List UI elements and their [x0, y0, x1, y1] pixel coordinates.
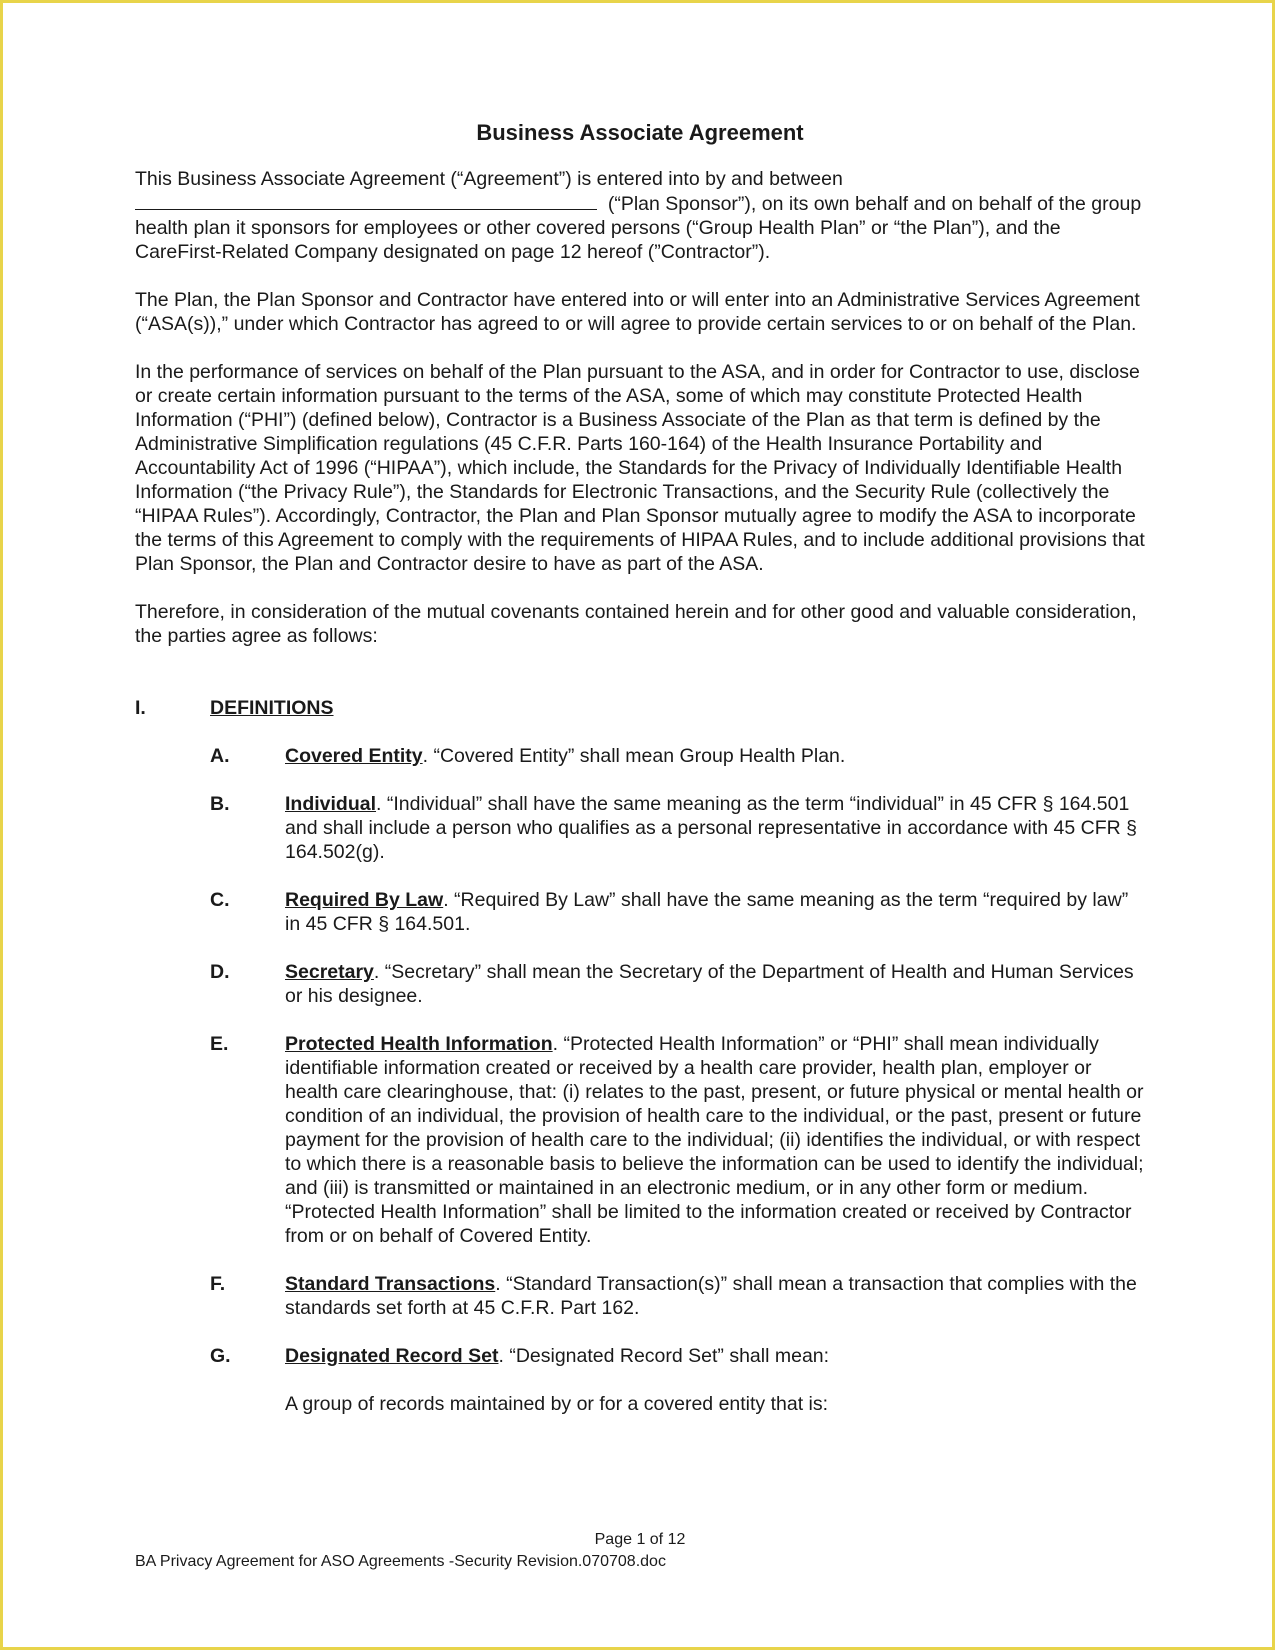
definition-text: . “Required By Law” shall have the same meaning as the term “required by law” in 45 CFR § 164.501.: [285, 889, 1129, 935]
definition-text: . “Individual” shall have the same meaning as the term “individual” in 45 CFR § 164.501 and shall include a person who qualifies as a personal representative in accordance with 45 CFR § 164.502(g).: [285, 793, 1137, 863]
section-definitions: [135, 696, 1145, 720]
definition-term: Covered Entity: [285, 745, 423, 767]
definition-term: Standard Transactions: [285, 1273, 496, 1295]
definition-letter: A.: [210, 745, 230, 767]
document-title: Business Associate Agreement: [476, 120, 804, 145]
intro-rest: (“Plan Sponsor”), on its own behalf and on behalf of the group health plan it sponsors for employees or other covered persons (“Group Health Plan” or “the Plan”), and the CareFirst-Related Company designated on page 12 hereof (”Contractor”).: [135, 193, 1142, 263]
definition-letter: D.: [210, 961, 230, 983]
definition-letter: B.: [210, 793, 230, 815]
intro-line-1: This Business Associate Agreement (“Agreement”) is entered into by and between: [135, 168, 843, 190]
definition-item: [210, 960, 1145, 1008]
intro-paragraph: [135, 167, 1145, 264]
definition-term: Secretary: [285, 961, 374, 983]
footer-filename: BA Privacy Agreement for ASO Agreements -Security Revision.070708.doc: [135, 1553, 666, 1570]
definition-letter: G.: [210, 1345, 231, 1367]
definition-letter: F.: [210, 1273, 226, 1295]
definition-text: . “Covered Entity” shall mean Group Health Plan.: [422, 745, 846, 767]
definition-text: . “Designated Record Set” shall mean:: [498, 1345, 830, 1367]
definition-term: Required By Law: [285, 889, 444, 911]
definition-text: . “Secretary” shall mean the Secretary of the Department of Health and Human Services or his designee.: [285, 961, 1134, 1007]
section-number: I.: [135, 697, 146, 719]
definition-term: Designated Record Set: [285, 1345, 499, 1367]
plan-sponsor-blank: [135, 191, 597, 210]
section-heading: DEFINITIONS: [210, 697, 334, 719]
definition-text: . “Standard Transaction(s)” shall mean a transaction that complies with the standards set forth at 45 C.F.R. Part 162.: [285, 1273, 1137, 1319]
therefore-paragraph: Therefore, in consideration of the mutual covenants contained herein and for other good and valuable consideration, the parties agree as follows:: [135, 601, 1137, 647]
performance-paragraph: In the performance of services on behalf of the Plan pursuant to the ASA, and in order for Contractor to use, disclose or create certain information pursuant to the terms of the ASA, some of which may constitute Protected Health Information (“PHI”) (defined below), Contractor is a Business Associate of the Plan as that term is defined by the Administrative Simplification regulations (45 C.F.R. Parts 160-164) of the Health Insurance Portability and Accountability Act of 1996 (“HIPAA”), which include, the Standards for the Privacy of Individually Identifiable Health Information (“the Privacy Rule”), the Standards for Electronic Transactions, and the Security Rule (collectively the “HIPAA Rules”). Accordingly, Contractor, the Plan and Plan Sponsor mutually agree to modify the ASA to incorporate the terms of this Agreement to comply with the requirements of HIPAA Rules, and to include additional provisions that Plan Sponsor, the Plan and Contractor desire to have as part of the ASA.: [135, 361, 1145, 575]
definition-item: [210, 792, 1145, 864]
record-set-subtext: A group of records maintained by or for a covered entity that is:: [285, 1393, 829, 1415]
definition-item: [210, 744, 1145, 768]
page-number: Page 1 of 12: [594, 1531, 686, 1548]
document-body: [135, 121, 1145, 1416]
definition-item: [210, 1032, 1145, 1248]
page-footer: [135, 1529, 1145, 1573]
definition-term: Individual: [285, 793, 377, 815]
definition-item: [210, 1272, 1145, 1320]
definition-letter: E.: [210, 1033, 229, 1055]
definition-item: [210, 888, 1145, 936]
definition-letter: C.: [210, 889, 230, 911]
definition-item: [210, 1344, 1145, 1368]
asa-paragraph: The Plan, the Plan Sponsor and Contractor have entered into or will enter into an Administrative Services Agreement (“ASA(s)),” under which Contractor has agreed to or will agree to provide certain services to or on behalf of the Plan.: [135, 289, 1140, 335]
definition-term: Protected Health Information: [285, 1033, 553, 1055]
definition-text: . “Protected Health Information” or “PHI” shall mean individually identifiable information created or received by a health care provider, health plan, employer or health care clearinghouse, that: (i) relates to the past, present, or future physical or mental health or condition of an individual, the provision of health care to the individual, or the past, present or future payment for the provision of health care to the individual; (ii) identifies the individual, or with respect to which there is a reasonable basis to believe the information can be used to identify the individual; and (iii) is transmitted or maintained in an electronic medium, or in any other form or medium. “Protected Health Information” shall be limited to the information created or received by Contractor from or on behalf of Covered Entity.: [285, 1033, 1144, 1247]
